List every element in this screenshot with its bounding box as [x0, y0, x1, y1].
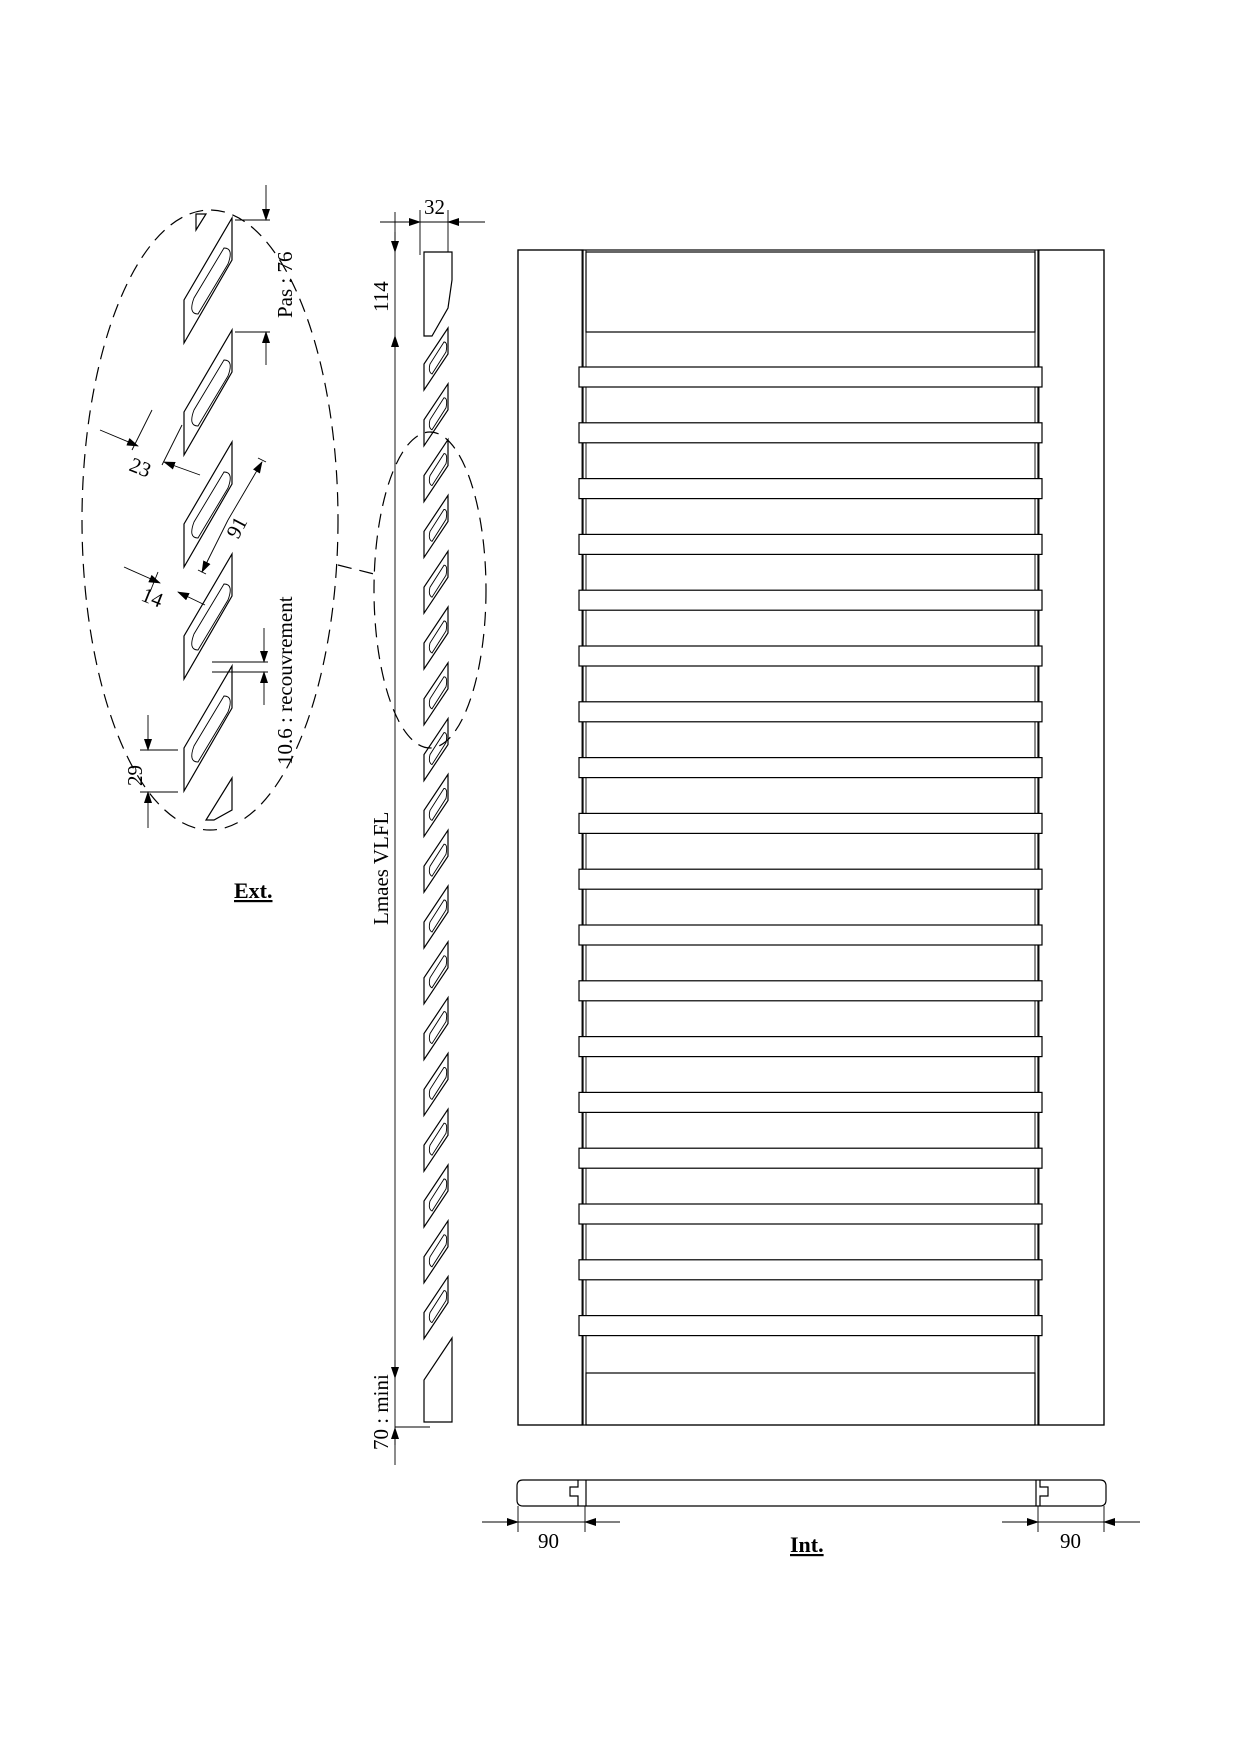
section-slat [424, 1053, 448, 1115]
right-stile [1038, 250, 1104, 1425]
slat-offset-dimension [123, 715, 178, 828]
pitch-label: Pas : 76 [273, 251, 297, 318]
section-slat [424, 1221, 448, 1283]
front-slat [579, 1092, 1042, 1112]
front-slat [579, 1037, 1042, 1057]
detail-slat [184, 554, 232, 679]
section-slat [424, 1165, 448, 1227]
section-view [369, 195, 486, 1465]
section-slat [424, 384, 448, 446]
shutter-front-view [518, 250, 1104, 1425]
front-slat [579, 1148, 1042, 1168]
front-slat [579, 1260, 1042, 1280]
pitch-dimension [235, 185, 297, 365]
front-slat [579, 534, 1042, 554]
section-slat [424, 830, 448, 892]
detail-slat [184, 666, 232, 791]
slat-width-label: 23 [126, 452, 155, 483]
front-slat [579, 590, 1042, 610]
section-slat [424, 942, 448, 1004]
bottom-rail [586, 1373, 1035, 1425]
left-stile [518, 250, 583, 1425]
section-slat [424, 886, 448, 948]
slat-thickness-dimension [124, 567, 205, 613]
front-slats [579, 367, 1042, 1336]
section-slat [424, 1109, 448, 1171]
left-stile-dimension: 90 [538, 1529, 559, 1553]
front-slat [579, 423, 1042, 443]
interior-label: Int. [790, 1532, 824, 1557]
section-slat [424, 663, 448, 725]
detail-slat [184, 330, 232, 455]
section-slat [424, 998, 448, 1060]
frame-thickness-label: 32 [424, 195, 445, 219]
front-slat [579, 813, 1042, 833]
detail-slat-partial [206, 778, 232, 820]
right-tenon-groove [1036, 1480, 1048, 1506]
section-slat [424, 774, 448, 836]
front-slat [579, 869, 1042, 889]
slat-thickness-label: 14 [138, 582, 167, 613]
section-top-rail [424, 252, 452, 336]
overall-length-label: Lmaes VLFL [369, 811, 393, 925]
detail-slats [184, 214, 232, 820]
detail-slat [184, 442, 232, 567]
slat-offset-label: 29 [123, 765, 147, 786]
section-slat [424, 607, 448, 669]
bottom-rail-label: 70 : mini [369, 1374, 393, 1450]
section-slat [424, 719, 448, 781]
section-bottom-rail [424, 1338, 452, 1422]
section-slat [424, 328, 448, 390]
right-stile-dimension: 90 [1060, 1529, 1081, 1553]
bottom-profile-view [482, 1480, 1140, 1557]
top-rail [586, 252, 1035, 332]
slat-detail-view [82, 185, 378, 903]
exterior-label: Ext. [234, 878, 273, 903]
section-slat [424, 551, 448, 613]
section-slat [424, 1277, 448, 1339]
front-slat [579, 479, 1042, 499]
section-slat [424, 495, 448, 557]
section-slat [424, 440, 448, 502]
front-slat [579, 702, 1042, 722]
front-slat [579, 981, 1042, 1001]
overlap-label: 10.6 : recouvrement [273, 596, 297, 765]
bottom-profile-outline [517, 1480, 1106, 1506]
front-slat [579, 758, 1042, 778]
front-slat [579, 1204, 1042, 1224]
front-slat [579, 925, 1042, 945]
top-rail-label: 114 [369, 281, 393, 312]
front-slat [579, 646, 1042, 666]
slat-length-label: 91 [221, 512, 253, 543]
detail-leader-line [338, 565, 378, 575]
front-slat [579, 367, 1042, 387]
left-tenon-groove [570, 1480, 586, 1506]
section-slats [424, 328, 448, 1339]
detail-slat-partial [196, 214, 206, 230]
detail-slat [184, 218, 232, 343]
front-slat [579, 1316, 1042, 1336]
